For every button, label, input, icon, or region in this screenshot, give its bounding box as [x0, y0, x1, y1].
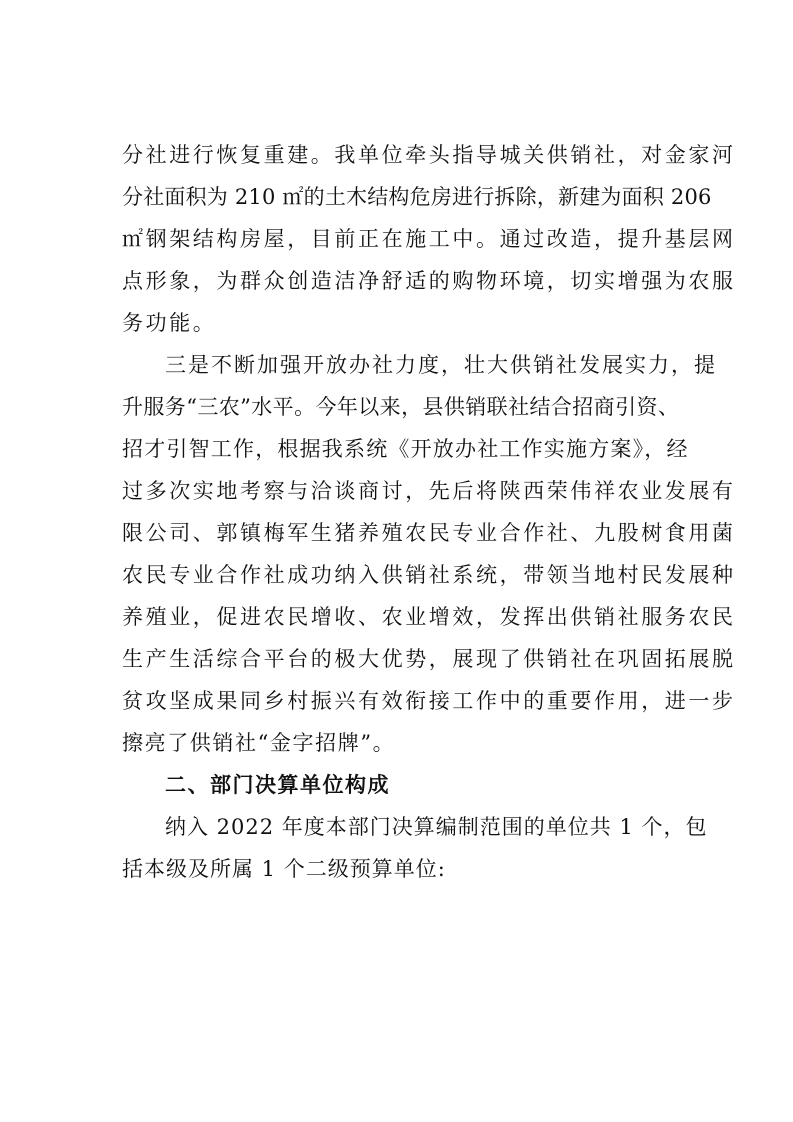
paragraph-line: 分社面积为 210 ㎡的土木结构危房进行拆除，新建为面积 206	[122, 185, 712, 209]
paragraph-line: 招才引智工作，根据我系统《开放办社工作实施方案》，经	[122, 437, 689, 461]
paragraph-line: 纳入 2022 年度本部门决算编制范围的单位共 1 个，包	[165, 815, 708, 839]
paragraph-line: 括本级及所属 1 个二级预算单位:	[122, 857, 446, 881]
paragraph-line: 过多次实地考察与洽谈商讨，先后将陕西荣伟祥农业发展有	[122, 479, 736, 503]
paragraph-line: 升服务“三农”水平。今年以来，县供销联社结合招商引资、	[122, 395, 680, 419]
paragraph-line: 务功能。	[122, 311, 217, 335]
paragraph-line: ㎡钢架结构房屋，目前正在施工中。通过改造，提升基层网	[122, 227, 736, 251]
paragraph-line: 三是不断加强开放办社力度，壮大供销社发展实力，提	[165, 353, 717, 377]
paragraph-line: 农民专业合作社成功纳入供销社系统，带领当地村民发展种	[122, 563, 736, 587]
paragraph-line: 养殖业，促进农民增收、农业增效，发挥出供销社服务农民	[122, 605, 736, 629]
paragraph-line: 擦亮了供销社“金字招牌”。	[122, 731, 396, 755]
paragraph-line: 分社进行恢复重建。我单位牵头指导城关供销社，对金家河	[122, 143, 736, 167]
paragraph-line: 贫攻坚成果同乡村振兴有效衔接工作中的重要作用，进一步	[122, 689, 736, 713]
section-heading: 二、部门决算单位构成	[165, 773, 390, 797]
paragraph-line: 生产生活综合平台的极大优势，展现了供销社在巩固拓展脱	[122, 647, 736, 671]
paragraph-line: 点形象，为群众创造洁净舒适的购物环境，切实增强为农服	[122, 269, 736, 293]
paragraph-line: 限公司、郭镇梅军生猪养殖农民专业合作社、九股树食用菌	[122, 521, 736, 545]
